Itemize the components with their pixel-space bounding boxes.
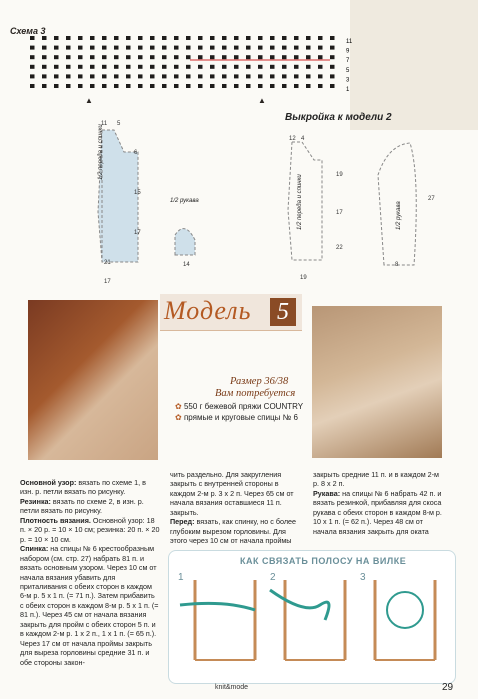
schema-cell (90, 46, 95, 50)
size-value: 36/38 (264, 376, 289, 387)
schema-cell (66, 84, 71, 88)
schema-cell (126, 74, 131, 78)
schema-row-number: 1 (346, 87, 350, 93)
schema-cell (210, 46, 215, 50)
rp-num-2: 4 (301, 136, 305, 142)
schema-cell (150, 46, 155, 50)
schema-cell (210, 36, 215, 40)
schema-cell (90, 74, 95, 78)
text-col-1 (20, 478, 160, 667)
schema-cell (294, 46, 299, 50)
lp-num-3: 6 (134, 150, 138, 156)
schema-cell (246, 46, 251, 50)
rp-num-4: 19 (336, 172, 343, 178)
schema-cell (126, 65, 131, 69)
schema-cell (270, 65, 275, 69)
schema-cell (162, 65, 167, 69)
schema-cell (174, 46, 179, 50)
schema-cell (294, 84, 299, 88)
text-col-3 (313, 470, 445, 536)
left-sleeve-label: 1/2 рукава (170, 198, 199, 204)
schema-cell (186, 46, 191, 50)
schema-cell (150, 65, 155, 69)
schema-cell (66, 55, 71, 59)
left-sleeve (170, 210, 210, 260)
paragraph-body: чить раздельно. Для закругления закрыть с внутренней стороны в каждом 2-м р. 3 х 2 п. Через 65 см от начала вязания оставшиеся 11 п. закрыть. (170, 470, 294, 517)
schema-cell (198, 46, 203, 50)
schema-cell (66, 74, 71, 78)
schema-cell (234, 55, 239, 59)
paragraph-body: вязать, как спинку, но с более глубоким вырезом горловины. Для этого через 10 см от начала проймы (170, 517, 297, 546)
schema-arrow-1: ▲ (85, 96, 93, 105)
schema-cell (234, 84, 239, 88)
material-2 (175, 413, 298, 422)
schema-cell (234, 74, 239, 78)
schema-cell (138, 36, 143, 40)
schema-cell (174, 36, 179, 40)
schema-cell (282, 84, 287, 88)
schema-cell (282, 36, 287, 40)
paragraph-heading: Плотность вязания. (20, 515, 91, 525)
paragraph (20, 478, 160, 497)
paragraph-body: закрыть средние 11 п. и в каждом 2-м р. 8 х 2 п. (313, 470, 439, 489)
paragraph (20, 516, 160, 544)
paragraph-body: вязать по схеме 2, в изн. р. петли вязать по рисунку. (20, 496, 144, 516)
paragraph-heading: Основной узор: (20, 478, 77, 487)
schema-cell (102, 84, 107, 88)
rp-num-8: 19 (300, 275, 307, 281)
schema-cell (114, 65, 119, 69)
right-sleeve-label: 1/2 рукава (396, 201, 402, 230)
paragraph-heading: Рукава: (313, 488, 341, 498)
rs-num-5: 27 (428, 196, 435, 202)
schema-cell (186, 84, 191, 88)
step-3: 3 (360, 572, 366, 583)
schema-cell (330, 46, 335, 50)
schema-cell (162, 36, 167, 40)
schema-cell (270, 84, 275, 88)
pattern-title: Выкройка к модели 2 (285, 112, 392, 123)
lp-num-2: 5 (117, 121, 121, 127)
schema-cell (90, 55, 95, 59)
size-label: Размер (230, 376, 262, 387)
schema-cell (138, 46, 143, 50)
schema-cell (294, 65, 299, 69)
schema-cell (138, 55, 143, 59)
schema-cell (66, 65, 71, 69)
schema-cell (198, 84, 203, 88)
footer-brand: knit&mode (215, 684, 249, 691)
schema-cell (186, 55, 191, 59)
schema-cell (294, 74, 299, 78)
material-2-text: прямые и круговые спицы № 6 (183, 413, 298, 422)
material-1 (175, 402, 303, 411)
howto-illustration (175, 570, 447, 678)
schema-cell (30, 46, 35, 50)
schema-cell (42, 84, 47, 88)
schema-cell (162, 55, 167, 59)
schema-cell (114, 46, 119, 50)
schema-cell (138, 65, 143, 69)
schema-cell (294, 36, 299, 40)
schema-cell (150, 84, 155, 88)
schema-chart (30, 36, 360, 100)
schema-cell (114, 55, 119, 59)
lp-num-1: 11 (101, 121, 108, 127)
schema-cell (54, 55, 59, 59)
schema-cell (270, 36, 275, 40)
rs-num-8: 8 (395, 262, 399, 268)
schema-cell (258, 65, 263, 69)
schema-cell (198, 36, 203, 40)
schema-cell (282, 74, 287, 78)
schema-cell (270, 74, 275, 78)
schema-cell (114, 84, 119, 88)
schema-cell (222, 55, 227, 59)
schema-cell (162, 46, 167, 50)
step-1: 1 (178, 572, 184, 583)
paragraph-body: вязать по схеме 1, в изн. р. петли вязать по рисунку. (20, 478, 146, 497)
schema-row-number: 11 (346, 39, 353, 45)
schema-cell (174, 74, 179, 78)
schema-cell (282, 55, 287, 59)
step-2: 2 (270, 572, 276, 583)
schema-cell (30, 74, 35, 78)
schema-cell (330, 36, 335, 40)
schema-cell (162, 74, 167, 78)
schema-cell (186, 65, 191, 69)
schema-cell (198, 55, 203, 59)
schema-cell (330, 84, 335, 88)
schema-row-number: 9 (346, 48, 350, 55)
schema-cell (114, 36, 119, 40)
schema-cell (234, 46, 239, 50)
schema-cell (78, 84, 83, 88)
schema-cell (54, 36, 59, 40)
paragraph-body: на спицы № 6 набрать 42 п. и вязать резинкой, прибавляя для скоса рукава с обеих сторон в каждом 8-м р. 10 х 1 п. (= 62 п.). Через 48 см от начала вязания закрыть для оката (313, 488, 442, 536)
schema-cell (102, 36, 107, 40)
schema-cell (246, 74, 251, 78)
paragraph-heading: Спинка: (20, 544, 49, 554)
schema-cell (246, 55, 251, 59)
schema-cell (150, 36, 155, 40)
schema-row-number: 5 (346, 67, 350, 74)
schema-cell (126, 84, 131, 88)
schema-cell (318, 55, 323, 59)
schema-title: Схема 3 (10, 26, 46, 36)
schema-cell (186, 74, 191, 78)
model-photo (28, 300, 158, 460)
schema-cell (138, 74, 143, 78)
schema-cell (30, 84, 35, 88)
schema-cell (330, 65, 335, 69)
lp-num-5: 17 (134, 230, 141, 236)
star-icon: ✿ (175, 402, 182, 411)
schema-cell (306, 84, 311, 88)
schema-cell (174, 65, 179, 69)
schema-cell (114, 74, 119, 78)
schema-cell (90, 36, 95, 40)
right-sleeve (370, 135, 440, 275)
schema-cell (42, 65, 47, 69)
schema-cell (318, 36, 323, 40)
schema-cell (246, 65, 251, 69)
schema-cell (102, 65, 107, 69)
schema-cell (318, 74, 323, 78)
paragraph (20, 497, 160, 516)
schema-cell (78, 74, 83, 78)
schema-cell (54, 46, 59, 50)
lp-num-6: 21 (104, 260, 111, 266)
schema-cell (210, 55, 215, 59)
lp-num-4: 15 (134, 190, 141, 196)
schema-cell (210, 84, 215, 88)
schema-cell (102, 55, 107, 59)
schema-cell (102, 74, 107, 78)
schema-cell (318, 46, 323, 50)
star-icon: ✿ (175, 413, 182, 422)
schema-cell (126, 46, 131, 50)
schema-cell (246, 36, 251, 40)
schema-cell (54, 84, 59, 88)
schema-cell (222, 46, 227, 50)
schema-cell (270, 46, 275, 50)
schema-cell (258, 55, 263, 59)
schema-cell (30, 36, 35, 40)
schema-cell (66, 36, 71, 40)
schema-cell (258, 46, 263, 50)
header-band (350, 0, 478, 130)
schema-cell (198, 74, 203, 78)
model-number: 5 (270, 298, 296, 326)
left-pattern-label: 1/2 переда и спинки (98, 124, 104, 180)
schema-cell (318, 84, 323, 88)
right-pattern (280, 130, 360, 280)
rp-num-1: 12 (289, 136, 296, 142)
detail-photo (312, 306, 442, 458)
schema-cell (78, 46, 83, 50)
schema-row-number: 7 (346, 58, 350, 65)
ls-num-1: 14 (183, 262, 190, 268)
text-col-2 (170, 470, 302, 546)
paragraph (170, 470, 302, 517)
schema-cell (222, 84, 227, 88)
paragraph (313, 489, 445, 536)
model-title: Модель (164, 296, 252, 325)
page-number: 29 (442, 682, 454, 693)
schema-cell (306, 65, 311, 69)
schema-cell (234, 65, 239, 69)
schema-cell (258, 84, 263, 88)
schema-cell (246, 84, 251, 88)
schema-cell (222, 65, 227, 69)
schema-cell (234, 36, 239, 40)
paragraph (20, 544, 160, 667)
schema-cell (30, 55, 35, 59)
schema-cell (54, 65, 59, 69)
schema-cell (174, 84, 179, 88)
paragraph (170, 517, 302, 545)
schema-cell (126, 55, 131, 59)
schema-cell (222, 36, 227, 40)
schema-cell (294, 55, 299, 59)
rp-num-5: 17 (336, 210, 343, 216)
schema-cell (258, 74, 263, 78)
schema-cell (138, 84, 143, 88)
schema-cell (306, 74, 311, 78)
schema-cell (150, 55, 155, 59)
schema-cell (306, 46, 311, 50)
schema-row-number: 3 (346, 77, 350, 84)
schema-cell (150, 74, 155, 78)
schema-cell (306, 55, 311, 59)
need-label: Вам потребуется (215, 388, 296, 399)
schema-cell (282, 46, 287, 50)
howto-title: КАК СВЯЗАТЬ ПОЛОСУ НА ВИЛКЕ (240, 556, 407, 566)
schema-cell (270, 55, 275, 59)
paragraph-body: на спицы № 6 крестообразным набором (см. стр. 27) набрать 81 п. и вязать основным узором. Через 10 см от начала вязания убавить для приталивания с обеих сторон в каждом 6-м р. 5 х 1 п. (= 71 п.). Затем прибавить с обеих сторон в каждом 8-м р. 5 х 1 п. (= 81 п.). Через 45 см от начала вязания закрыть для пройм с обеих сторон 5 п. и в каждом 2-м р. 1 х 2 п., 1 х 1 п. (= 65 п.). Через 17 см от начала проймы закрыть для выреза горловины средние 31 п. и обе стороны закон- (20, 544, 159, 667)
paragraph-body: Основной узор: 18 п. × 20 р. = 10 × 10 см; резинка: 20 п. × 20 р. = 10 × 10 см. (20, 515, 160, 544)
lp-num-8: 17 (104, 279, 111, 285)
schema-cell (162, 84, 167, 88)
schema-cell (42, 46, 47, 50)
paragraph (313, 470, 445, 489)
schema-cell (42, 36, 47, 40)
schema-cell (258, 36, 263, 40)
schema-cell (282, 65, 287, 69)
schema-cell (174, 55, 179, 59)
schema-arrow-2: ▲ (258, 96, 266, 105)
schema-cell (222, 74, 227, 78)
rp-num-6: 22 (336, 245, 343, 251)
schema-cell (330, 55, 335, 59)
schema-cell (78, 55, 83, 59)
paragraph-heading: Резинка: (20, 496, 51, 506)
schema-cell (78, 36, 83, 40)
schema-cell (66, 46, 71, 50)
right-pattern-label: 1/2 переда и спинки (297, 174, 303, 230)
schema-cell (198, 65, 203, 69)
schema-cell (210, 74, 215, 78)
schema-cell (186, 36, 191, 40)
schema-cell (78, 65, 83, 69)
schema-cell (90, 84, 95, 88)
schema-cell (318, 65, 323, 69)
schema-cell (102, 46, 107, 50)
schema-cell (42, 55, 47, 59)
schema-cell (330, 74, 335, 78)
schema-cell (42, 74, 47, 78)
material-1-text: 550 г бежевой пряжи COUNTRY (183, 402, 304, 411)
schema-cell (126, 36, 131, 40)
schema-cell (54, 74, 59, 78)
paragraph-heading: Перед: (170, 517, 195, 527)
schema-cell (30, 65, 35, 69)
size-line (230, 376, 288, 387)
schema-cell (306, 36, 311, 40)
schema-cell (210, 65, 215, 69)
schema-cell (90, 65, 95, 69)
